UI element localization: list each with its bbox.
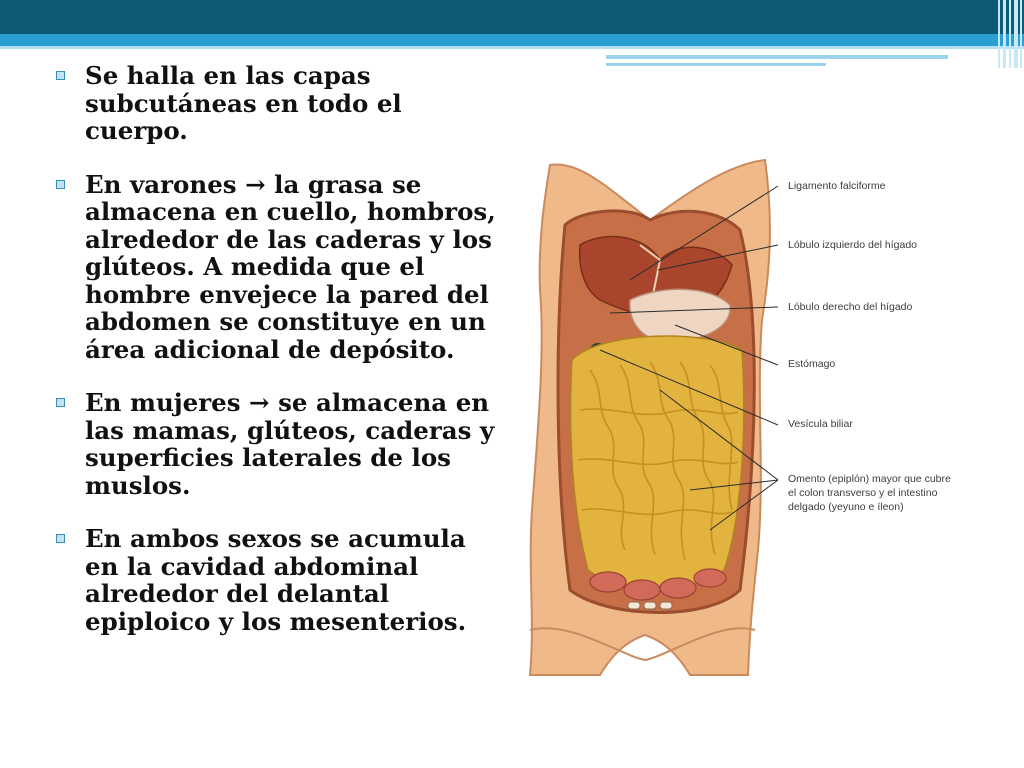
abdomen-illustration xyxy=(510,150,960,680)
figure-label-lobulo-izquierdo: Lóbulo izquierdo del hígado xyxy=(788,239,918,251)
bullet-item xyxy=(56,389,496,499)
bullet-list xyxy=(56,62,496,661)
bullet-item xyxy=(56,62,496,145)
header-vertical-stripes xyxy=(994,0,1024,68)
figure-label-omento: Omento (epiplón) mayor que cubre el colon transverso y el intestino delgado (yeyuno e íleon) xyxy=(788,473,951,513)
header-band-light xyxy=(0,34,1024,46)
bullet-text: Se halla en las capas subcutáneas en todo el cuerpo. xyxy=(85,61,402,145)
bullet-marker-icon xyxy=(56,398,65,407)
figure-label-lobulo-derecho: Lóbulo derecho del hígado xyxy=(788,301,913,313)
bullet-item xyxy=(56,525,496,635)
accent-line xyxy=(606,63,826,66)
header-band-dark xyxy=(0,0,1024,34)
bullet-text: la grasa se almacena en cuello, hombros, alrededor de las caderas y los glúteos. A medida que el hombre envejece la pared del abdomen se constituye en un área adicional de depósito. xyxy=(85,169,496,364)
header-accent-lines xyxy=(606,49,1024,68)
bullet-marker-icon xyxy=(56,534,65,543)
bullet-marker-icon xyxy=(56,180,65,189)
bullet-text: En varones xyxy=(85,169,246,199)
arrow-right-icon: → xyxy=(249,388,270,417)
figure-label-ligamento: Ligamento falciforme xyxy=(788,180,886,192)
arrow-right-icon: → xyxy=(245,169,266,199)
bullet-text: se almacena en las mamas, glúteos, caderas y superficies laterales de los muslos. xyxy=(85,388,495,500)
bullet-item xyxy=(56,171,496,364)
figure-label-estomago: Estómago xyxy=(788,358,836,370)
bullet-text: En ambos sexos se acumula en la cavidad abdominal alrededor del delantal epiploico y los mesenterios. xyxy=(85,524,467,636)
figure-label-vesicula: Vesícula biliar xyxy=(788,418,853,430)
bullet-text: En mujeres xyxy=(85,388,250,417)
bullet-marker-icon xyxy=(56,71,65,80)
abdomen-anatomy-figure xyxy=(510,150,960,680)
accent-line xyxy=(606,55,948,59)
